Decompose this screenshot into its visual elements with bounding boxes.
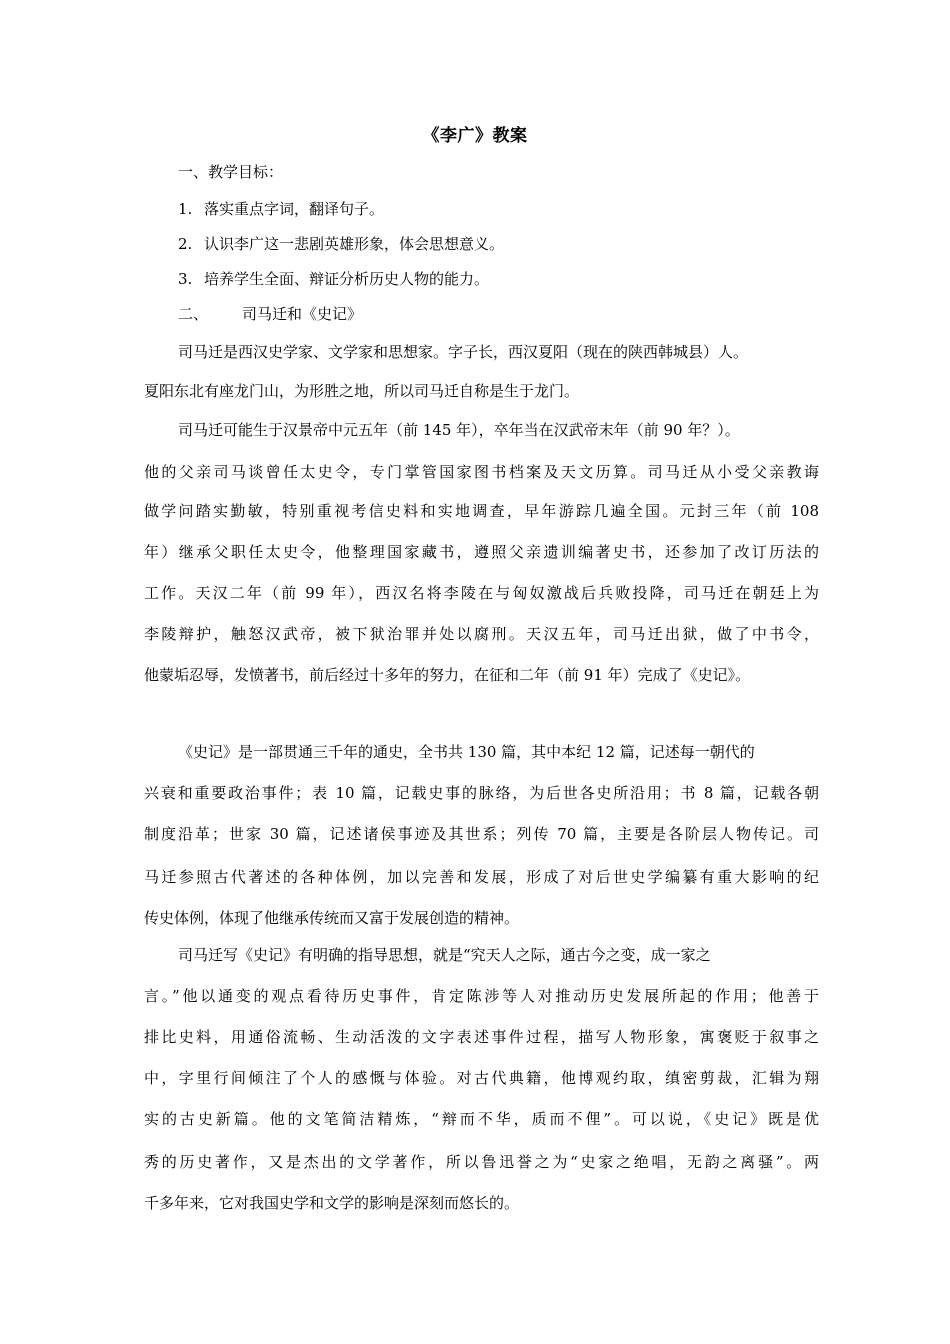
section-heading-simaqian — [178, 303, 362, 325]
body-line: 传史体例，体现了他继承传统而又富于发展创造的精神。 — [144, 909, 520, 927]
page-title: 《李广》教案 — [422, 126, 528, 146]
body-line: 排比史料，用通俗流畅、生动活泼的文字表述事件过程，描写人物形象，寓褒贬于叙事之 — [144, 1028, 819, 1046]
body-line: 《史记》是一部贯通三千年的通史，全书共 130 篇，其中本纪 12 篇，记述每一朝代的 — [178, 743, 755, 761]
objective-number: 1. — [178, 200, 193, 218]
objective-text: 落实重点字词，翻译句子。 — [204, 200, 385, 218]
body-line: 年）继承父职任太史令，他整理国家藏书，遵照父亲遗训编著史书，还参加了改订历法的 — [144, 543, 819, 561]
objective-text: 认识李广这一悲剧英雄形象，体会思想意义。 — [204, 235, 505, 253]
objective-item-2 — [178, 233, 504, 255]
objective-text: 培养学生全面、辩证分析历史人物的能力。 — [204, 270, 490, 288]
body-line: 言。”他以通变的观点看待历史事件，肯定陈涉等人对推动历史发展所起的作用；他善于 — [144, 987, 819, 1005]
body-line: 兴衰和重要政治事件；表 10 篇，记载史事的脉络，为后世各史所沿用；书 8 篇，记载各朝 — [144, 784, 819, 802]
body-line: 夏阳东北有座龙门山，为形胜之地，所以司马迁自称是生于龙门。 — [144, 382, 580, 400]
body-line: 他蒙垢忍辱，发愤著书，前后经过十多年的努力，在征和二年（前 91 年）完成了《史记》。 — [144, 666, 751, 684]
body-line: 千多年来，它对我国史学和文学的影响是深刻而悠长的。 — [144, 1194, 520, 1212]
objective-number: 3. — [178, 270, 193, 288]
body-line: 司马迁可能生于汉景帝中元五年（前 145 年），卒年当在汉武帝末年（前 90 年？）。 — [178, 421, 740, 439]
body-line: 实的古史新篇。他的文笔简洁精炼，“辩而不华，质而不俚”。可以说，《史记》既是优 — [144, 1110, 819, 1128]
body-line: 李陵辩护，触怒汉武帝，被下狱治罪并处以腐刑。天汉五年，司马迁出狱，做了中书令， — [144, 625, 819, 643]
objective-item-3 — [178, 268, 489, 290]
body-line: 制度沿革；世家 30 篇，记述诸侯事迹及其世系；列传 70 篇，主要是各阶层人物传记。司 — [144, 825, 819, 843]
body-line: 做学问踏实勤敏，特别重视考信史料和实地调查，早年游踪几遍全国。元封三年（前 108 — [144, 502, 819, 520]
body-line: 他的父亲司马谈曾任太史令，专门掌管国家图书档案及天文历算。司马迁从小受父亲教诲 — [144, 463, 819, 481]
body-line: 中，字里行间倾注了个人的感慨与体验。对古代典籍，他博观约取，缜密剪裁，汇辑为翔 — [144, 1069, 819, 1087]
section-title: 司马迁和《史记》 — [242, 305, 363, 323]
section-heading-objectives: 一、教学目标： — [178, 163, 284, 181]
section-number: 二、 — [178, 305, 209, 323]
body-line: 司马迁写《史记》有明确的指导思想，就是“究天人之际，通古今之变，成一家之 — [178, 946, 711, 964]
body-line: 工作。天汉二年（前 99 年），西汉名将李陵在与匈奴激战后兵败投降，司马迁在朝廷上为 — [144, 584, 819, 602]
body-line: 司马迁是西汉史学家、文学家和思想家。字子长，西汉夏阳（现在的陕西韩城县）人。 — [178, 343, 749, 361]
body-line: 马迁参照古代著述的各种体例，加以完善和发展，形成了对后世史学编纂有重大影响的纪 — [144, 868, 819, 886]
objective-number: 2. — [178, 235, 193, 253]
objective-item-1 — [178, 198, 384, 220]
body-line: 秀的历史著作，又是杰出的文学著作，所以鲁迅誉之为“史家之绝唱，无韵之离骚”。两 — [144, 1153, 819, 1171]
